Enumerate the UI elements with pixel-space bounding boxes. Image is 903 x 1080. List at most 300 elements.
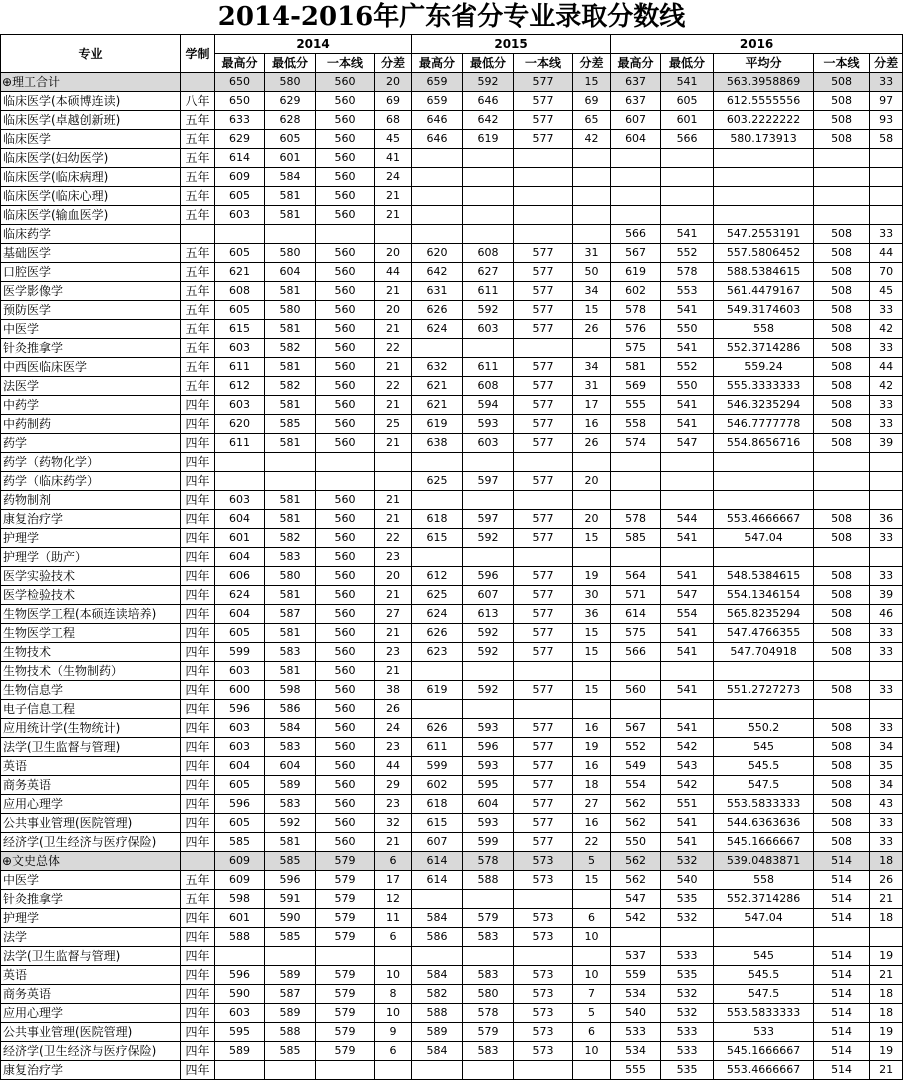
- score-2016-line-cell: [814, 548, 870, 567]
- score-2015-diff-cell: [573, 947, 611, 966]
- score-2015-max-cell: [412, 225, 463, 244]
- score-2014-line-cell: 560: [316, 301, 375, 320]
- score-2014-min-cell: [265, 1061, 316, 1080]
- table-row: [1, 491, 903, 510]
- length-cell: 五年: [181, 282, 215, 301]
- table-row: [1, 415, 903, 434]
- score-2014-line-cell: [316, 1061, 375, 1080]
- score-2015-min-cell: 646: [463, 92, 514, 111]
- score-2016-min-cell: 541: [661, 396, 714, 415]
- table-row: [1, 339, 903, 358]
- score-2015-diff-cell: 16: [573, 415, 611, 434]
- score-2016-avg-cell: 550.2: [714, 719, 814, 738]
- score-2016-max-cell: 575: [611, 624, 661, 643]
- score-2015-min-cell: 588: [463, 871, 514, 890]
- score-2014-min-cell: 601: [265, 149, 316, 168]
- header-year-2016: 2016: [611, 35, 903, 54]
- score-2015-line-cell: 573: [514, 928, 573, 947]
- score-2015-diff-cell: [573, 662, 611, 681]
- length-cell: 四年: [181, 1023, 215, 1042]
- score-2015-max-cell: 618: [412, 795, 463, 814]
- major-cell: 临床医学(妇幼医学): [1, 149, 181, 168]
- score-2016-avg-cell: [714, 187, 814, 206]
- score-2014-line-cell: 560: [316, 92, 375, 111]
- score-2014-min-cell: 581: [265, 206, 316, 225]
- major-cell: 生物医学工程: [1, 624, 181, 643]
- score-2014-min-cell: 587: [265, 985, 316, 1004]
- score-2016-max-cell: 559: [611, 966, 661, 985]
- score-2015-diff-cell: 31: [573, 377, 611, 396]
- major-cell: 临床药学: [1, 225, 181, 244]
- major-cell: 针灸推拿学: [1, 890, 181, 909]
- score-2016-diff-cell: [870, 700, 903, 719]
- score-2016-max-cell: 569: [611, 377, 661, 396]
- score-2015-min-cell: 583: [463, 1042, 514, 1061]
- score-2014-max-cell: 606: [215, 567, 265, 586]
- score-2015-line-cell: 573: [514, 1042, 573, 1061]
- score-2015-min-cell: 604: [463, 795, 514, 814]
- length-cell: 四年: [181, 472, 215, 491]
- score-2015-max-cell: 584: [412, 966, 463, 985]
- table-row: [1, 643, 903, 662]
- score-2016-line-cell: 514: [814, 1042, 870, 1061]
- score-2016-avg-cell: 545.1666667: [714, 1042, 814, 1061]
- table-row: [1, 567, 903, 586]
- score-2015-min-cell: [463, 947, 514, 966]
- major-cell: 中医学: [1, 320, 181, 339]
- score-2015-diff-cell: 69: [573, 92, 611, 111]
- score-2015-max-cell: 620: [412, 244, 463, 263]
- score-2014-diff-cell: 21: [375, 662, 412, 681]
- score-2015-diff-cell: 10: [573, 966, 611, 985]
- table-row: [1, 358, 903, 377]
- table-row: [1, 909, 903, 928]
- score-2016-max-cell: 602: [611, 282, 661, 301]
- score-2015-diff-cell: 34: [573, 282, 611, 301]
- score-2015-line-cell: 577: [514, 605, 573, 624]
- score-2015-line-cell: 577: [514, 130, 573, 149]
- score-2015-min-cell: [463, 168, 514, 187]
- score-2015-line-cell: 577: [514, 111, 573, 130]
- score-2015-max-cell: 621: [412, 377, 463, 396]
- score-2015-max-cell: 626: [412, 301, 463, 320]
- score-2016-avg-cell: [714, 453, 814, 472]
- score-2014-diff-cell: 44: [375, 757, 412, 776]
- score-2016-min-cell: [661, 662, 714, 681]
- score-2016-line-cell: 514: [814, 966, 870, 985]
- score-2016-line-cell: [814, 662, 870, 681]
- score-2014-line-cell: 560: [316, 206, 375, 225]
- score-2016-avg-cell: 547.2553191: [714, 225, 814, 244]
- length-cell: 四年: [181, 776, 215, 795]
- score-2016-diff-cell: 97: [870, 92, 903, 111]
- score-2016-diff-cell: 33: [870, 339, 903, 358]
- score-2016-max-cell: 554: [611, 776, 661, 795]
- score-2016-avg-cell: [714, 206, 814, 225]
- score-2014-max-cell: 620: [215, 415, 265, 434]
- length-cell: 四年: [181, 738, 215, 757]
- score-2015-min-cell: [463, 149, 514, 168]
- score-2016-diff-cell: 58: [870, 130, 903, 149]
- score-2016-line-cell: [814, 149, 870, 168]
- score-2015-max-cell: [412, 453, 463, 472]
- score-2015-diff-cell: [573, 890, 611, 909]
- score-2015-line-cell: 573: [514, 1004, 573, 1023]
- length-cell: 四年: [181, 966, 215, 985]
- score-2016-min-cell: 552: [661, 358, 714, 377]
- score-2016-line-cell: [814, 491, 870, 510]
- score-2014-min-cell: 585: [265, 928, 316, 947]
- score-2016-diff-cell: 34: [870, 738, 903, 757]
- score-2016-min-cell: 532: [661, 909, 714, 928]
- score-2016-min-cell: 541: [661, 681, 714, 700]
- score-2016-line-cell: 508: [814, 377, 870, 396]
- score-2014-min-cell: 589: [265, 1004, 316, 1023]
- score-2016-diff-cell: 18: [870, 1004, 903, 1023]
- score-2016-max-cell: 562: [611, 814, 661, 833]
- length-cell: 五年: [181, 358, 215, 377]
- major-cell: 护理学: [1, 909, 181, 928]
- score-2016-max-cell: [611, 206, 661, 225]
- score-2016-avg-cell: 559.24: [714, 358, 814, 377]
- score-2014-min-cell: [265, 947, 316, 966]
- score-2016-line-cell: [814, 472, 870, 491]
- score-2016-min-cell: 535: [661, 890, 714, 909]
- score-2015-max-cell: 582: [412, 985, 463, 1004]
- score-2014-diff-cell: [375, 453, 412, 472]
- score-2015-line-cell: 577: [514, 244, 573, 263]
- score-2016-max-cell: [611, 662, 661, 681]
- score-2015-line-cell: 577: [514, 814, 573, 833]
- score-2016-min-cell: [661, 928, 714, 947]
- score-2016-line-cell: 508: [814, 301, 870, 320]
- header-2014-diff: 分差: [375, 54, 412, 73]
- score-2015-min-cell: [463, 662, 514, 681]
- score-2015-min-cell: [463, 453, 514, 472]
- score-2015-line-cell: [514, 890, 573, 909]
- score-2014-diff-cell: 21: [375, 833, 412, 852]
- score-2014-line-cell: 560: [316, 548, 375, 567]
- score-2015-min-cell: 599: [463, 833, 514, 852]
- score-2014-min-cell: 589: [265, 966, 316, 985]
- score-2014-line-cell: 579: [316, 928, 375, 947]
- table-row: [1, 1023, 903, 1042]
- score-2016-min-cell: 552: [661, 244, 714, 263]
- score-2016-line-cell: 508: [814, 339, 870, 358]
- score-2015-diff-cell: [573, 206, 611, 225]
- score-2016-avg-cell: 557.5806452: [714, 244, 814, 263]
- major-cell: 生物信息学: [1, 681, 181, 700]
- score-2016-avg-cell: [714, 149, 814, 168]
- score-2014-diff-cell: 6: [375, 852, 412, 871]
- score-2016-diff-cell: [870, 548, 903, 567]
- score-2016-line-cell: 508: [814, 415, 870, 434]
- score-2016-max-cell: 567: [611, 719, 661, 738]
- score-2016-min-cell: 547: [661, 586, 714, 605]
- score-2015-line-cell: 577: [514, 510, 573, 529]
- length-cell: 四年: [181, 757, 215, 776]
- length-cell: 四年: [181, 605, 215, 624]
- score-2014-diff-cell: 10: [375, 1004, 412, 1023]
- score-2015-max-cell: 619: [412, 415, 463, 434]
- score-2016-max-cell: 614: [611, 605, 661, 624]
- score-2016-max-cell: 619: [611, 263, 661, 282]
- major-cell: 中医学: [1, 871, 181, 890]
- score-2014-line-cell: 579: [316, 909, 375, 928]
- score-2014-diff-cell: 11: [375, 909, 412, 928]
- major-cell: 药学: [1, 434, 181, 453]
- score-2015-diff-cell: [573, 339, 611, 358]
- length-cell: 四年: [181, 795, 215, 814]
- major-cell: 基础医学: [1, 244, 181, 263]
- score-2016-diff-cell: [870, 187, 903, 206]
- score-2014-diff-cell: 24: [375, 168, 412, 187]
- score-2015-max-cell: 614: [412, 871, 463, 890]
- major-cell: 法学(卫生监督与管理): [1, 738, 181, 757]
- score-2015-max-cell: [412, 662, 463, 681]
- score-2016-line-cell: 514: [814, 852, 870, 871]
- score-2014-line-cell: 560: [316, 491, 375, 510]
- score-2015-line-cell: 577: [514, 415, 573, 434]
- score-2014-diff-cell: 45: [375, 130, 412, 149]
- score-2014-max-cell: 603: [215, 662, 265, 681]
- score-2016-max-cell: 637: [611, 92, 661, 111]
- length-cell: 四年: [181, 719, 215, 738]
- score-2014-max-cell: 609: [215, 852, 265, 871]
- score-2014-line-cell: 579: [316, 890, 375, 909]
- score-2016-max-cell: 547: [611, 890, 661, 909]
- score-2014-max-cell: 604: [215, 757, 265, 776]
- score-2016-min-cell: 532: [661, 985, 714, 1004]
- score-2016-line-cell: 508: [814, 225, 870, 244]
- score-2014-max-cell: 603: [215, 1004, 265, 1023]
- score-2014-max-cell: 604: [215, 510, 265, 529]
- score-2015-max-cell: 612: [412, 567, 463, 586]
- score-2014-diff-cell: 68: [375, 111, 412, 130]
- score-2016-diff-cell: 46: [870, 605, 903, 624]
- length-cell: 五年: [181, 320, 215, 339]
- score-2015-line-cell: 577: [514, 320, 573, 339]
- score-2016-diff-cell: [870, 472, 903, 491]
- score-2014-min-cell: 591: [265, 890, 316, 909]
- score-2014-min-cell: 604: [265, 757, 316, 776]
- score-2016-max-cell: [611, 472, 661, 491]
- table-row: [1, 738, 903, 757]
- score-2016-line-cell: 508: [814, 434, 870, 453]
- score-2015-min-cell: 613: [463, 605, 514, 624]
- score-2014-line-cell: 560: [316, 567, 375, 586]
- score-2015-min-cell: 597: [463, 510, 514, 529]
- score-2015-min-cell: 619: [463, 130, 514, 149]
- score-2016-line-cell: 508: [814, 833, 870, 852]
- length-cell: [181, 852, 215, 871]
- score-2016-diff-cell: 42: [870, 320, 903, 339]
- score-2016-line-cell: 514: [814, 909, 870, 928]
- score-2015-max-cell: [412, 491, 463, 510]
- length-cell: 五年: [181, 377, 215, 396]
- table-row: [1, 130, 903, 149]
- score-2015-diff-cell: 5: [573, 1004, 611, 1023]
- score-2016-max-cell: 607: [611, 111, 661, 130]
- score-2016-line-cell: 508: [814, 529, 870, 548]
- score-2015-min-cell: 593: [463, 757, 514, 776]
- score-2014-max-cell: 596: [215, 700, 265, 719]
- score-2014-min-cell: 583: [265, 643, 316, 662]
- score-2015-line-cell: [514, 662, 573, 681]
- score-2016-max-cell: 534: [611, 985, 661, 1004]
- score-2016-line-cell: 508: [814, 586, 870, 605]
- score-2016-min-cell: [661, 149, 714, 168]
- score-2016-avg-cell: [714, 168, 814, 187]
- score-2016-diff-cell: 39: [870, 586, 903, 605]
- score-2016-line-cell: [814, 168, 870, 187]
- score-2016-min-cell: 541: [661, 833, 714, 852]
- score-2016-line-cell: 508: [814, 814, 870, 833]
- score-2016-diff-cell: 42: [870, 377, 903, 396]
- score-2016-diff-cell: 33: [870, 301, 903, 320]
- score-2014-min-cell: [265, 225, 316, 244]
- major-cell: 应用心理学: [1, 795, 181, 814]
- score-2014-line-cell: 560: [316, 111, 375, 130]
- score-2016-avg-cell: 552.3714286: [714, 339, 814, 358]
- score-2014-line-cell: 560: [316, 624, 375, 643]
- score-2015-diff-cell: 26: [573, 320, 611, 339]
- score-2016-min-cell: 541: [661, 415, 714, 434]
- header-2015-diff: 分差: [573, 54, 611, 73]
- major-cell: 药物制剂: [1, 491, 181, 510]
- score-2015-min-cell: 642: [463, 111, 514, 130]
- score-2014-line-cell: 560: [316, 757, 375, 776]
- score-2016-min-cell: [661, 472, 714, 491]
- score-2014-min-cell: 585: [265, 1042, 316, 1061]
- score-2015-line-cell: [514, 339, 573, 358]
- major-cell: 临床医学(本硕博连读): [1, 92, 181, 111]
- table-row: [1, 320, 903, 339]
- score-2014-max-cell: 605: [215, 776, 265, 795]
- length-cell: 五年: [181, 339, 215, 358]
- score-2015-diff-cell: 15: [573, 643, 611, 662]
- major-cell: 中药学: [1, 396, 181, 415]
- major-cell: 商务英语: [1, 985, 181, 1004]
- table-row: [1, 263, 903, 282]
- score-2014-min-cell: 580: [265, 301, 316, 320]
- score-2015-max-cell: [412, 339, 463, 358]
- length-cell: 四年: [181, 700, 215, 719]
- score-2016-min-cell: 542: [661, 738, 714, 757]
- length-cell: 四年: [181, 624, 215, 643]
- score-2016-avg-cell: 552.3714286: [714, 890, 814, 909]
- score-2016-min-cell: 540: [661, 871, 714, 890]
- score-2015-diff-cell: 22: [573, 833, 611, 852]
- score-2015-max-cell: 623: [412, 643, 463, 662]
- score-2014-min-cell: 582: [265, 377, 316, 396]
- score-2016-diff-cell: 19: [870, 1023, 903, 1042]
- score-2014-line-cell: 560: [316, 795, 375, 814]
- length-cell: 四年: [181, 434, 215, 453]
- table-row: [1, 814, 903, 833]
- group-row: [1, 73, 903, 92]
- score-2014-min-cell: 585: [265, 852, 316, 871]
- score-2014-line-cell: 560: [316, 643, 375, 662]
- major-cell: 临床医学(输血医学): [1, 206, 181, 225]
- score-2015-diff-cell: 15: [573, 624, 611, 643]
- major-cell: 生物医学工程(本硕连读培养): [1, 605, 181, 624]
- table-row: [1, 377, 903, 396]
- score-2015-max-cell: 584: [412, 909, 463, 928]
- score-2016-avg-cell: 545.1666667: [714, 833, 814, 852]
- header-year-2015: 2015: [412, 35, 611, 54]
- score-2014-min-cell: [265, 472, 316, 491]
- score-2014-max-cell: 585: [215, 833, 265, 852]
- score-2015-max-cell: 646: [412, 130, 463, 149]
- score-2016-max-cell: [611, 149, 661, 168]
- score-2015-max-cell: 614: [412, 852, 463, 871]
- score-2015-line-cell: [514, 700, 573, 719]
- score-2016-avg-cell: 533: [714, 1023, 814, 1042]
- score-2014-max-cell: [215, 453, 265, 472]
- score-2014-diff-cell: 21: [375, 358, 412, 377]
- score-2016-diff-cell: 21: [870, 890, 903, 909]
- score-2014-max-cell: 603: [215, 491, 265, 510]
- score-2014-diff-cell: 20: [375, 73, 412, 92]
- score-2015-max-cell: [412, 947, 463, 966]
- score-2015-line-cell: [514, 168, 573, 187]
- score-2014-line-cell: [316, 225, 375, 244]
- major-cell: ⊕理工合计: [1, 73, 181, 92]
- score-2016-min-cell: [661, 491, 714, 510]
- header-2014-line: 一本线: [316, 54, 375, 73]
- score-2016-diff-cell: 36: [870, 510, 903, 529]
- score-2014-min-cell: 605: [265, 130, 316, 149]
- score-2014-diff-cell: 22: [375, 339, 412, 358]
- length-cell: 四年: [181, 415, 215, 434]
- score-2014-diff-cell: 8: [375, 985, 412, 1004]
- score-2014-line-cell: 560: [316, 149, 375, 168]
- score-2015-min-cell: [463, 700, 514, 719]
- score-2014-max-cell: 603: [215, 738, 265, 757]
- score-2015-line-cell: 577: [514, 643, 573, 662]
- score-2015-diff-cell: 10: [573, 1042, 611, 1061]
- score-2014-diff-cell: 17: [375, 871, 412, 890]
- score-2016-max-cell: 567: [611, 244, 661, 263]
- score-2014-diff-cell: 21: [375, 624, 412, 643]
- score-2014-line-cell: 560: [316, 282, 375, 301]
- length-cell: 四年: [181, 643, 215, 662]
- score-2016-line-cell: 514: [814, 1023, 870, 1042]
- score-2016-line-cell: 508: [814, 738, 870, 757]
- score-2015-line-cell: 577: [514, 301, 573, 320]
- table-row: [1, 681, 903, 700]
- table-row: [1, 111, 903, 130]
- score-2014-line-cell: 560: [316, 434, 375, 453]
- score-2016-diff-cell: 33: [870, 681, 903, 700]
- score-2015-diff-cell: 6: [573, 909, 611, 928]
- score-2014-min-cell: 580: [265, 73, 316, 92]
- table-row: [1, 947, 903, 966]
- score-2015-diff-cell: 18: [573, 776, 611, 795]
- score-2014-line-cell: 579: [316, 1004, 375, 1023]
- header-2016-min: 最低分: [661, 54, 714, 73]
- score-2014-diff-cell: 21: [375, 434, 412, 453]
- score-2016-diff-cell: 19: [870, 947, 903, 966]
- length-cell: 五年: [181, 187, 215, 206]
- score-2014-min-cell: 581: [265, 358, 316, 377]
- score-2015-min-cell: 593: [463, 814, 514, 833]
- score-2016-max-cell: 540: [611, 1004, 661, 1023]
- score-2016-max-cell: [611, 453, 661, 472]
- score-2014-min-cell: 581: [265, 624, 316, 643]
- score-2014-min-cell: 581: [265, 396, 316, 415]
